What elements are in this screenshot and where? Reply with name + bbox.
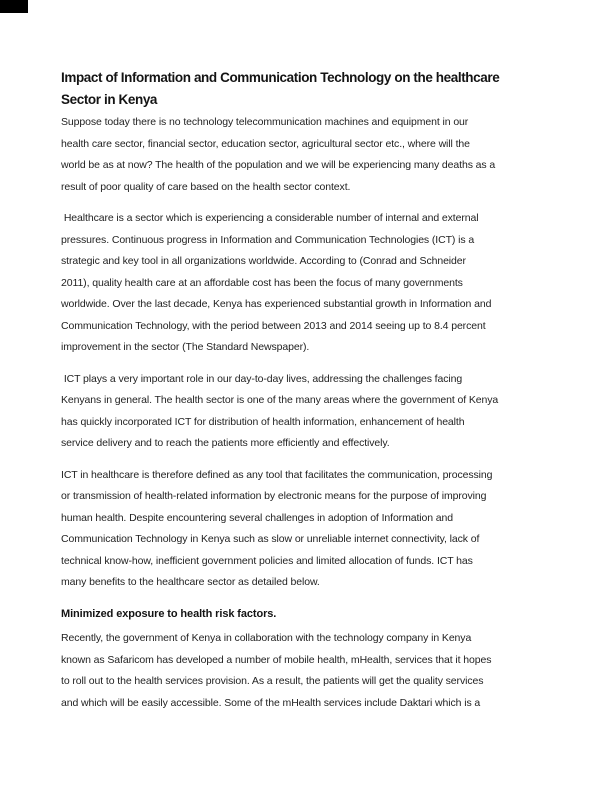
document-content	[61, 67, 553, 714]
page-corner-mark	[0, 0, 28, 13]
text-line: worldwide. Over the last decade, Kenya has experienced substantial growth in Information and	[61, 298, 492, 310]
section-heading: Minimized exposure to health risk factors.	[61, 607, 277, 620]
text-line: 2011), quality health care at an affordable cost has been the focus of many governments	[61, 276, 463, 289]
document-title	[61, 67, 553, 111]
title-line: Impact of Information and Communication Technology on the healthcare	[61, 70, 500, 85]
text-line: pressures. Continuous progress in Information and Communication Technologies (ICT) is a	[61, 233, 475, 246]
paragraph	[61, 369, 553, 455]
text-line: Healthcare is a sector which is experiencing a considerable number of internal and external	[61, 212, 479, 224]
text-line: Suppose today there is no technology telecommunication machines and equipment in our	[61, 116, 469, 128]
text-line: human health. Despite encountering several challenges in adoption of Information and	[61, 511, 454, 524]
text-line: world be as at now? The health of the population and we will be experiencing many deaths as a	[61, 159, 496, 171]
text-line: and which will be easily accessible. Some of the mHealth services include Daktari which is a	[61, 696, 481, 709]
text-line: known as Safaricom has developed a number of mobile health, mHealth, services that it hopes	[61, 653, 492, 666]
text-line: ICT in healthcare is therefore defined as any tool that facilitates the communication, processing	[61, 468, 493, 481]
paragraph	[61, 628, 553, 714]
paragraph	[61, 465, 553, 594]
title-line: Sector in Kenya	[61, 92, 158, 107]
text-line: Communication Technology in Kenya such as slow or unreliable internet connectivity, lack of	[61, 533, 480, 545]
text-line: improvement in the sector (The Standard Newspaper).	[61, 341, 310, 353]
text-line: strategic and key tool in all organizations worldwide. According to (Conrad and Schneider	[61, 255, 466, 267]
text-line: technical know-how, inefficient government policies and limited allocation of funds. ICT has	[61, 554, 473, 567]
text-line: result of poor quality of care based on the health sector context.	[61, 180, 351, 193]
text-line: ICT plays a very important role in our day-to-day lives, addressing the challenges facing	[61, 372, 463, 385]
text-line: Communication Technology, with the period between 2013 and 2014 seeing up to 8.4 percent	[61, 319, 486, 332]
text-line: to roll out to the health services provision. As a result, the patients will get the quality services	[61, 675, 484, 687]
text-line: Recently, the government of Kenya in collaboration with the technology company in Kenya	[61, 632, 472, 644]
text-line: Kenyans in general. The health sector is one of the many areas where the government of Kenya	[61, 394, 499, 406]
text-line: or transmission of health-related information by electronic means for the purpose of improving	[61, 490, 487, 502]
text-line: service delivery and to reach the patients more efficiently and effectively.	[61, 437, 390, 449]
paragraph	[61, 112, 553, 198]
text-line: many benefits to the healthcare sector as detailed below.	[61, 576, 320, 588]
text-line: health care sector, financial sector, education sector, agricultural sector etc., where will the	[61, 137, 470, 150]
text-line: has quickly incorporated ICT for distribution of health information, enhancement of health	[61, 415, 465, 428]
paragraph	[61, 208, 553, 359]
